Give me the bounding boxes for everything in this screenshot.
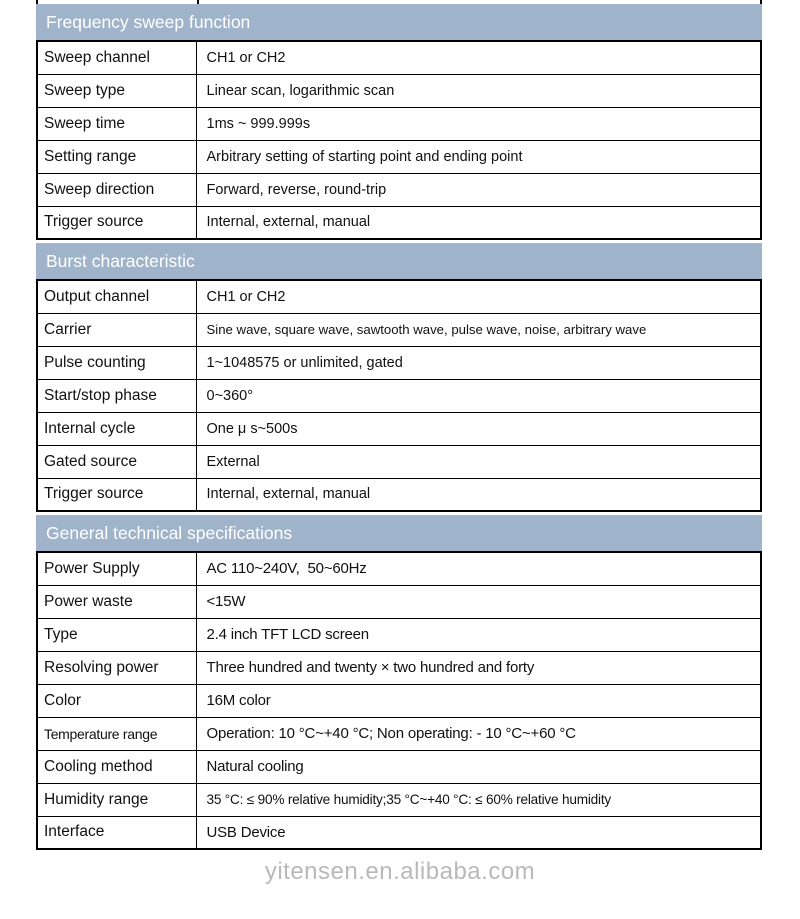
watermark: yitensen.en.alibaba.com xyxy=(264,858,536,885)
cropped-row-remnant xyxy=(36,0,762,4)
table-row xyxy=(37,74,761,107)
spec-label: Trigger source xyxy=(37,206,196,239)
spec-value: 0~360° xyxy=(196,379,761,412)
spec-label: Setting range xyxy=(37,140,196,173)
section-title: Burst characteristic xyxy=(46,250,195,271)
spec-value: One μ s~500s xyxy=(196,412,761,445)
table-row xyxy=(37,651,761,684)
table-row xyxy=(37,618,761,651)
burst-characteristic-table xyxy=(36,279,762,512)
spec-label: Start/stop phase xyxy=(37,379,196,412)
section-title: Frequency sweep function xyxy=(46,11,251,32)
spec-value: External xyxy=(196,445,761,478)
section-header-burst xyxy=(36,243,762,279)
spec-value: Arbitrary setting of starting point and ending point xyxy=(196,140,761,173)
spec-label: Cooling method xyxy=(37,750,196,783)
spec-label: Gated source xyxy=(37,445,196,478)
column-divider xyxy=(197,0,199,4)
spec-value: CH1 or CH2 xyxy=(196,41,761,74)
table-row xyxy=(37,552,761,585)
spec-label: Humidity range xyxy=(37,783,196,816)
table-row xyxy=(37,412,761,445)
section-header-general-specs xyxy=(36,515,762,551)
spec-value: 16M color xyxy=(196,684,761,717)
table-row xyxy=(37,41,761,74)
table-row xyxy=(37,750,761,783)
spec-label: Sweep type xyxy=(37,74,196,107)
spec-label: Sweep time xyxy=(37,107,196,140)
spec-label: Sweep channel xyxy=(37,41,196,74)
spec-label: Trigger source xyxy=(37,478,196,511)
spec-value: 35 °C: ≤ 90% relative humidity;35 °C~+40 °C: ≤ 60% relative humidity xyxy=(196,783,761,816)
spec-value: 1ms ~ 999.999s xyxy=(196,107,761,140)
spec-label: Interface xyxy=(37,816,196,849)
spec-value: Sine wave, square wave, sawtooth wave, pulse wave, noise, arbitrary wave xyxy=(196,313,761,346)
spec-value: AC 110~240V, 50~60Hz xyxy=(196,552,761,585)
table-row xyxy=(37,379,761,412)
spec-label: Sweep direction xyxy=(37,173,196,206)
table-row xyxy=(37,684,761,717)
spec-value: Operation: 10 °C~+40 °C; Non operating: - 10 °C~+60 °C xyxy=(196,717,761,750)
spec-value: Linear scan, logarithmic scan xyxy=(196,74,761,107)
table-row xyxy=(37,313,761,346)
frequency-sweep-table xyxy=(36,40,762,240)
spec-value: Forward, reverse, round-trip xyxy=(196,173,761,206)
table-row xyxy=(37,816,761,849)
table-row xyxy=(37,280,761,313)
spec-label: Pulse counting xyxy=(37,346,196,379)
table-row xyxy=(37,717,761,750)
spec-label: Type xyxy=(37,618,196,651)
spec-label: Power waste xyxy=(37,585,196,618)
table-row xyxy=(37,585,761,618)
spec-label: Color xyxy=(37,684,196,717)
spec-value: Internal, external, manual xyxy=(196,478,761,511)
spec-label: Resolving power xyxy=(37,651,196,684)
table-row xyxy=(37,445,761,478)
table-row xyxy=(37,478,761,511)
spec-label: Power Supply xyxy=(37,552,196,585)
table-row xyxy=(37,346,761,379)
spec-label: Internal cycle xyxy=(37,412,196,445)
section-title: General technical specifications xyxy=(46,522,293,543)
spec-value: USB Device xyxy=(196,816,761,849)
table-row xyxy=(37,140,761,173)
table-row xyxy=(37,107,761,140)
spec-value: Internal, external, manual xyxy=(196,206,761,239)
general-specs-table xyxy=(36,551,762,850)
table-row xyxy=(37,173,761,206)
spec-label: Temperature range xyxy=(37,717,196,750)
table-row xyxy=(37,783,761,816)
spec-value: <15W xyxy=(196,585,761,618)
spec-label: Output channel xyxy=(37,280,196,313)
spec-value: Natural cooling xyxy=(196,750,761,783)
spec-value: Three hundred and twenty × two hundred and forty xyxy=(196,651,761,684)
section-header-frequency-sweep xyxy=(36,4,762,40)
spec-label: Carrier xyxy=(37,313,196,346)
spec-value: 1~1048575 or unlimited, gated xyxy=(196,346,761,379)
spec-tables xyxy=(36,0,762,850)
table-row xyxy=(37,206,761,239)
spec-value: 2.4 inch TFT LCD screen xyxy=(196,618,761,651)
spec-value: CH1 or CH2 xyxy=(196,280,761,313)
